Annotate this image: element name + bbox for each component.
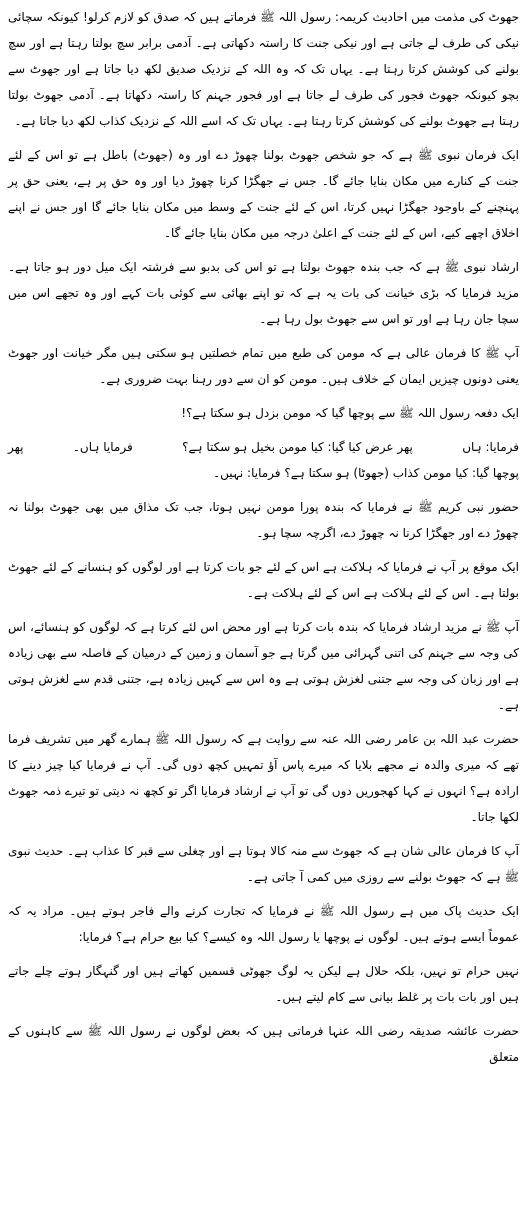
- paragraph-6: حضور نبی کریم ﷺ نے فرمایا کہ بندہ پورا مومن نہیں ہوتا، جب تک مذاق میں بھی جھوٹ بولنا نہ چھوڑ دے اور جھگڑا کرنا نہ چھوڑ دے، اگرچہ سچا ہو۔: [8, 500, 519, 540]
- paragraph-2: ایک فرمان نبوی ﷺ ہے کہ جو شخص جھوٹ بولنا چھوڑ دے اور وہ (جھوٹ) باطل ہے تو اس کے لئے جنت کے کنارے میں مکان بنایا جائے گا۔ جس نے جھگڑا کرنا چھوڑ دیا اور وہ حق پر ہے، یعنی حق پر پہنچنے کے باوجود جھگڑا نہیں کرتا، اس کے لئے جنت کے وسط میں مکان بنایا جائے گا اور جس نے اپنے اخلاق اچھے کیے، اس کے لئے جنت کے اعلیٰ درجہ میں مکان بنایا جائے گا۔: [8, 148, 519, 240]
- paragraph-5: ایک دفعہ رسول اللہ ﷺ سے پوچھا گیا کہ مومن بزدل ہو سکتا ہے؟!: [181, 406, 519, 420]
- paragraph-8: آپ ﷺ نے مزید ارشاد فرمایا کہ بندہ بات کرتا ہے اور محض اس لئے کرتا ہے کہ لوگوں کو ہنسائے، اس کی وجہ سے جہنم کی اتنی گہرائی میں گرتا ہے جو آسمان و زمین کے درمیان کے فاصلہ سے بھی زیادہ ہے اور زبان کی وجہ سے جتنی لغزش ہوتی ہے وہ اس سے کہیں زیادہ ہے، جتنی قدم سے لغزش ہوتی ہے۔: [8, 620, 519, 712]
- paragraph-13: حضرت عائشہ صدیقہ رضی اللہ عنہا فرماتی ہیں کہ بعض لوگوں نے رسول اللہ ﷺ سے کاہنوں کے متعلق: [8, 1024, 519, 1064]
- paragraph-1: جھوٹ کی مذمت میں احادیث کریمہ: رسول اللہ ﷺ فرماتے ہیں کہ صدق کو لازم کرلو! کیونکہ سچائی نیکی کی طرف لے جاتی ہے اور نیکی جنت کا راستہ دکھاتی ہے۔ آدمی برابر سچ بولتا رہتا ہے اور سچ بولنے کی کوشش کرتا رہتا ہے۔ یہاں تک کہ وہ اللہ کے نزدیک صدیق لکھ دیا جاتا ہے اور جھوٹ سے بچو کیونکہ جھوٹ فجور کی طرف لے جاتا ہے اور فجور جہنم کا راستہ دکھاتا ہے۔ آدمی جھوٹ بولتا رہتا ہے جھوٹ بولنے کی کوشش کرتا رہتا ہے۔ یہاں تک کہ اسے اللہ کے نزدیک کذاب لکھ دیا جاتا ہے۔: [8, 10, 519, 128]
- qa-answer-2: فرمایا ہاں۔: [72, 440, 133, 454]
- paragraph-11: ایک حدیث پاک میں ہے رسول اللہ ﷺ نے فرمایا کہ تجارت کرنے والے فاجر ہوتے ہیں۔ مراد یہ کہ عموماً ایسے ہوتے ہیں۔ لوگوں نے پوچھا یا رسول اللہ وہ کیسے؟ کیا بیع حرام ہے؟ فرمایا:: [8, 904, 519, 944]
- paragraph-12: نہیں حرام تو نہیں، بلکہ حلال ہے لیکن یہ لوگ جھوٹی قسمیں کھاتے ہیں اور گنہگار ہوتے چلے جاتے ہیں اور بات بات پر غلط بیانی سے کام لیتے ہیں۔: [8, 964, 519, 1004]
- qa-row: [8, 434, 519, 460]
- paragraph-9: حضرت عبد اللہ بن عامر رضی اللہ عنہ سے روایت ہے کہ رسول اللہ ﷺ ہمارے گھر میں تشریف فرما تھے کہ میری والدہ نے مجھے بلایا کہ میرے پاس آؤ تمہیں کچھ دوں گی۔ آپ نے فرمایا کیا چیز دینے کا ارادہ ہے؟ انہوں نے کہا کھجوریں دوں گی تو آپ نے ارشاد فرمایا اگر تو کچھ نہ دیتی تو تیرے ذمہ جھوٹ لکھا جاتا۔: [8, 732, 519, 824]
- paragraph-7: ایک موقع پر آپ نے فرمایا کہ ہلاکت ہے اس کے لئے جو بات کرتا ہے اور لوگوں کو ہنسانے کے لئے جھوٹ بولتا ہے۔ اس کے لئے ہلاکت ہے اس کے لئے ہلاکت ہے۔: [8, 560, 519, 600]
- qa-question-2: پھر عرض کیا گیا: کیا مومن بخیل ہو سکتا ہے؟: [182, 440, 413, 454]
- qa-answer-1: فرمایا: ہاں: [462, 440, 519, 454]
- paragraph-4: آپ ﷺ کا فرمان عالی ہے کہ مومن کی طبع میں تمام خصلتیں ہو سکتی ہیں مگر خیانت اور جھوٹ یعنی دونوں چیزیں ایمان کے خلاف ہیں۔ مومن کو ان سے دور رہنا بہت ضروری ہے۔: [8, 346, 519, 386]
- qa-then: پھر: [8, 440, 24, 454]
- paragraph-10: آپ کا فرمان عالی شان ہے کہ جھوٹ سے منہ کالا ہوتا ہے اور چغلی سے قبر کا عذاب ہے۔ حدیث نبوی ﷺ ہے کہ جھوٹ بولنے سے روزی میں کمی آ جاتی ہے۔: [8, 844, 519, 884]
- paragraph-3: ارشاد نبوی ﷺ ہے کہ جب بندہ جھوٹ بولتا ہے تو اس کی بدبو سے فرشتہ ایک میل دور ہو جاتا ہے۔ مزید فرمایا کہ بڑی خیانت کی بات یہ ہے کہ تو اپنے بھائی سے کوئی بات کہے اور وہ تجھے اس میں سچا جان رہا ہے اور تو اس سے جھوٹ بول رہا ہے۔: [8, 260, 519, 326]
- qa-line-2: پوچھا گیا: کیا مومن کذاب (جھوٹا) ہو سکتا ہے؟ فرمایا: نہیں۔: [213, 466, 519, 480]
